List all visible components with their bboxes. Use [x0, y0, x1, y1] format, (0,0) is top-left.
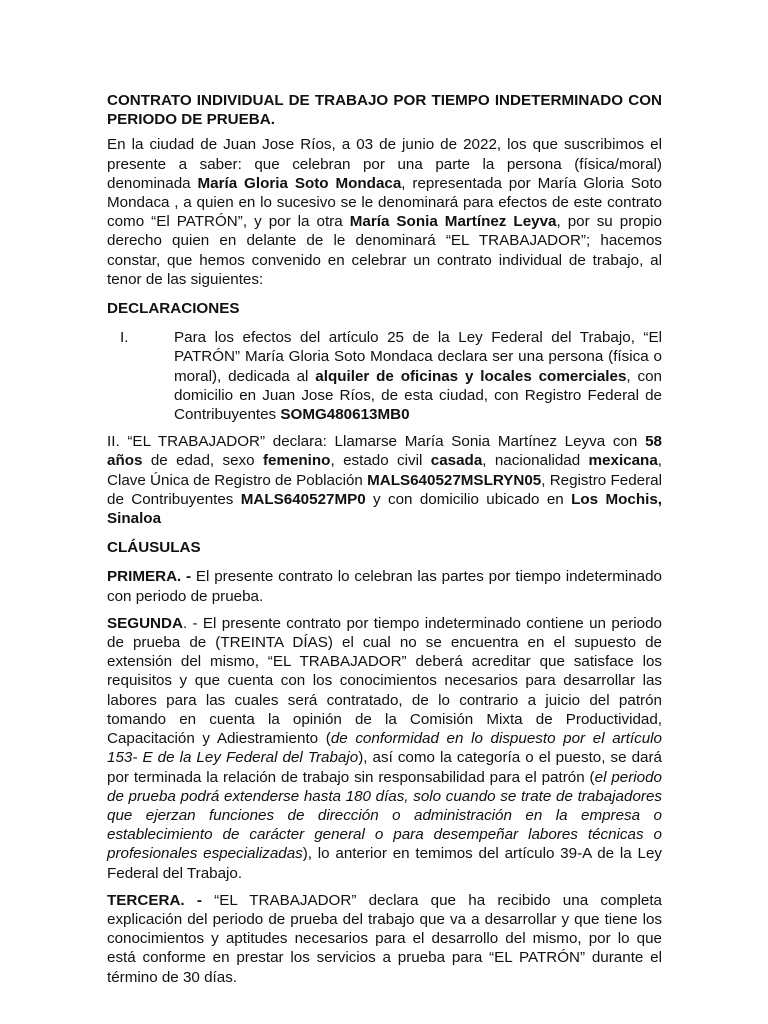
decl2-text-6: , Registro Federal de Contribuyentes — [107, 471, 662, 508]
declaracion-text-1 — [174, 328, 662, 424]
primera-label: PRIMERA. - — [107, 568, 192, 586]
patron-name: María Gloria Soto Mondaca — [197, 174, 402, 192]
declaracion-item-1 — [107, 328, 662, 424]
worker-sex: femenino — [262, 452, 331, 470]
segunda-text-1: . - El presente contrato por tiempo indeterminado contiene un periodo de prueba de (TREINTA DÍAS) el cual no se encuentra en el supuesto de extensión del mismo, “EL TRABAJADOR” deberá acreditar que satisface los requisitos y que cuenta con los conocimientos necesarios para desarrollar las labores para las cuales será contratado, de lo contrario a juicio del patrón tomando en cuenta la opinión de la Comisión Mixta de Productividad, Capacitación y Adiestramiento ( — [107, 614, 662, 748]
clausula-tercera — [107, 891, 662, 987]
segunda-italic-2: el periodo de prueba podrá extenderse hasta 180 días, solo cuando se trate de trabajadores que ejerzan funciones de dirección o administración en la empresa o establecimiento de carácter general o para desempeñar labores técnicas o profesionales especializadas — [107, 768, 662, 863]
segunda-text-2: ), así como la categoría o el puesto, se dará por terminada la relación de trabajo sin responsabilidad para el patrón ( — [107, 749, 662, 786]
decl2-text-3: , estado civil — [330, 452, 431, 470]
decl2-text-1: II. “EL TRABAJADOR” declara: Llamarse María Sonia Martínez Leyva con — [107, 433, 646, 451]
worker-nationality: mexicana — [588, 452, 658, 470]
decl1-text-1: Para los efectos del artículo 25 de la Ley Federal del Trabajo, “El PATRÓN” María Gloria Soto Mondaca declara ser una persona (física o moral), dedicada al — [174, 329, 662, 385]
decl2-text-5: , Clave Única de Registro de Población — [107, 452, 663, 489]
clausula-primera — [107, 567, 662, 605]
worker-curp: MALS640527MSLRYN05 — [367, 471, 542, 489]
intro-text-1: En la ciudad de Juan Jose Ríos, a 03 de junio de 2022, los que suscribimos el presente a saber: que celebran por una parte la persona (física/moral) denominada — [107, 136, 662, 192]
tercera-text: “EL TRABAJADOR” declara que ha recibido una completa explicación del periodo de prueba del trabajo que va a desarrollar y que tiene los conocimientos y aptitudes necesarios para el desarrollo del mismo, por lo que está conforme en prestar los servicios a prueba para “EL PATRÓN” durante el término de 30 días. — [107, 891, 663, 986]
segunda-text-3: ), lo anterior en temimos del artículo 39-A de la Ley Federal del Trabajo. — [107, 845, 662, 882]
decl1-text-2: , con domicilio en Juan Jose Ríos, de esta ciudad, con Registro Federal de Contribuyentes — [174, 367, 662, 424]
decl2-text-4: , nacionalidad — [482, 452, 589, 470]
intro-paragraph — [107, 135, 662, 289]
worker-address: Los Mochis, Sinaloa — [107, 490, 662, 528]
document-title: CONTRATO INDIVIDUAL DE TRABAJO POR TIEMPO INDETERMINADO CON PERIODO DE PRUEBA. — [107, 92, 662, 129]
segunda-label: SEGUNDA — [107, 614, 183, 632]
patron-rfc: SOMG480613MB0 — [280, 406, 410, 424]
decl2-text-2: de edad, sexo — [142, 452, 263, 470]
intro-text-3: , por su propio derecho quien en delante de le denominará “EL TRABAJADOR”; hacemos constar, que hemos convenido en celebrar un contrato individual de trabajo, al tenor de las siguientes: — [107, 213, 662, 288]
intro-text-2: , representada por María Gloria Soto Mondaca , a quien en lo sucesivo se le denominará para efectos de este contrato como “El PATRÓN”, y por la otra — [107, 174, 662, 231]
worker-civil-status: casada — [430, 452, 483, 470]
worker-age: 58 años — [107, 433, 662, 470]
clausula-segunda — [107, 614, 662, 883]
declaraciones-heading: DECLARACIONES — [107, 300, 240, 318]
worker-name: María Sonia Martínez Leyva — [349, 213, 557, 231]
patron-activity: alquiler de oficinas y locales comerciales — [315, 367, 627, 385]
segunda-italic-1: de conformidad en lo dispuesto por el artículo 153- E de la Ley Federal del Trabajo — [107, 730, 662, 767]
tercera-label: TERCERA. - — [107, 891, 202, 909]
declaracion-number-1: I. — [120, 329, 129, 347]
declaracion-item-2 — [107, 432, 662, 528]
decl2-text-7: y con domicilio ubicado en — [365, 490, 572, 508]
worker-rfc: MALS640527MP0 — [240, 490, 366, 508]
primera-text: El presente contrato lo celebran las partes por tiempo indeterminado con periodo de prueba. — [107, 568, 663, 605]
clausulas-heading: CLÁUSULAS — [107, 539, 201, 557]
